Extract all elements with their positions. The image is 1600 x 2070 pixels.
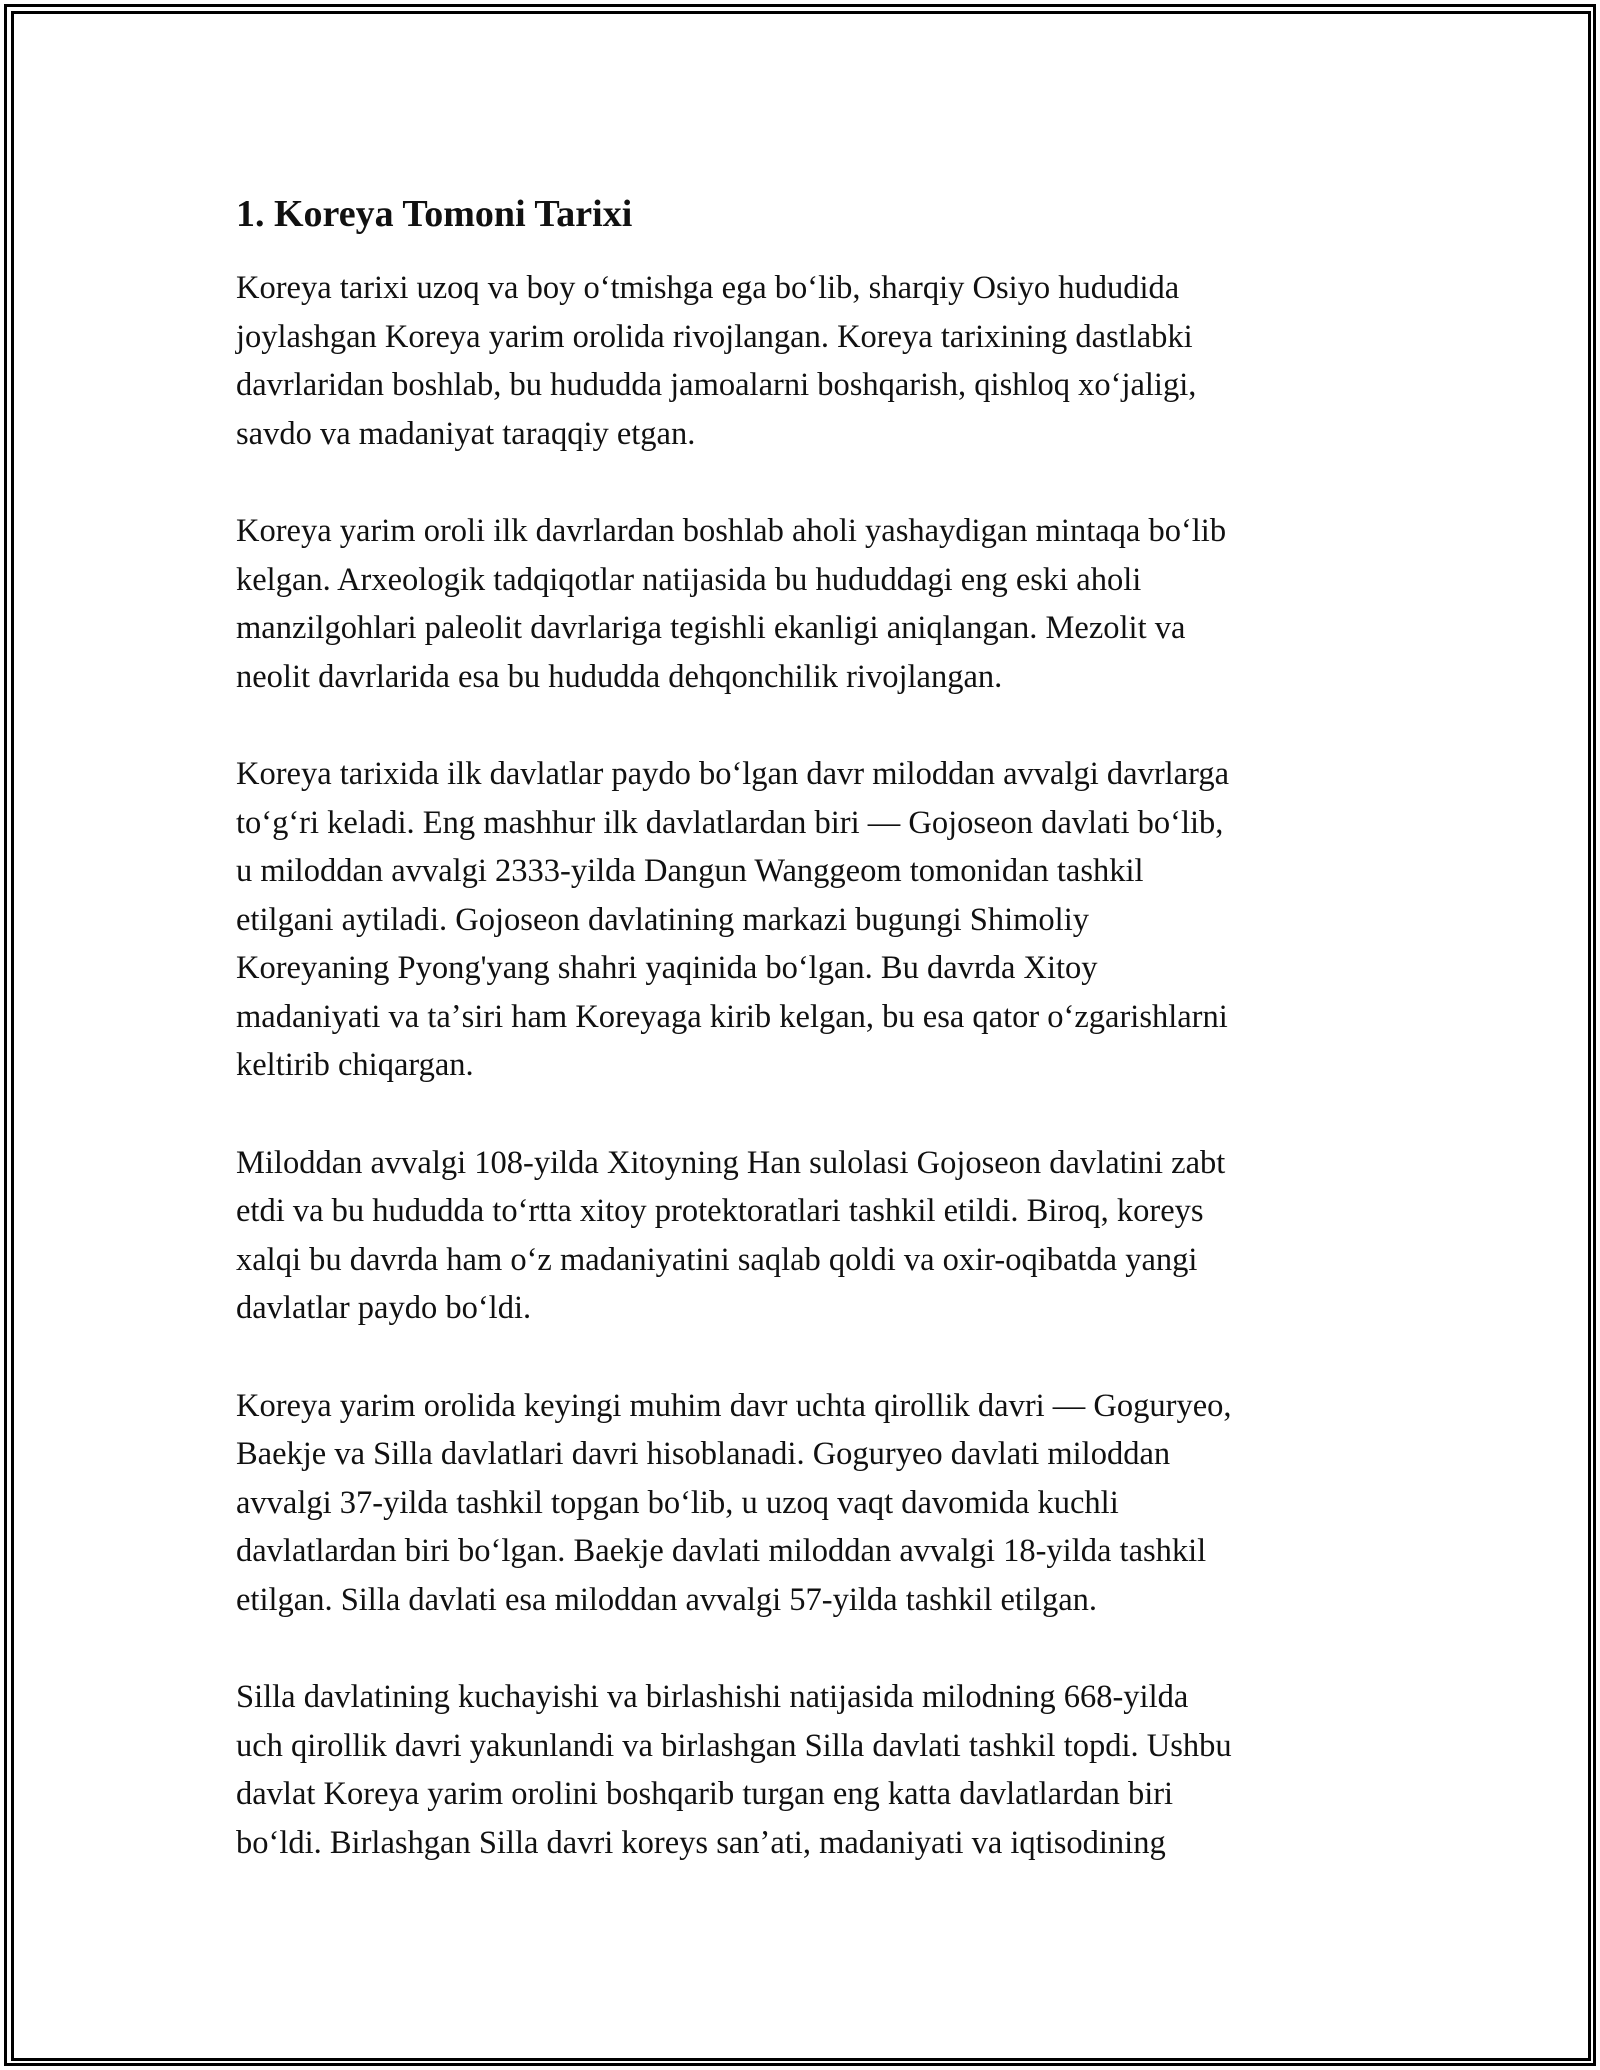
text-line: etilgan. Silla davlati esa miloddan avvalgi 57-yilda tashkil etilgan. — [236, 1581, 1098, 1618]
text-line: Baekje va Silla davlatlari davri hisoblanadi. Goguryeo davlati miloddan — [236, 1436, 1171, 1472]
paragraph-4 — [236, 1139, 1366, 1333]
text-line: kelgan. Arxeologik tadqiqotlar natijasida bu hududdagi eng eski aholi — [236, 561, 1142, 598]
text-line: toʻgʻri keladi. Eng mashhur ilk davlatlardan biri — Gojoseon davlati boʻlib, — [236, 804, 1224, 841]
paragraph-5 — [236, 1382, 1366, 1625]
text-line: savdo va madaniyat taraqqiy etgan. — [236, 415, 696, 452]
text-line: Miloddan avvalgi 108-yilda Xitoyning Han sulolasi Gojoseon davlatini zabt — [236, 1144, 1226, 1181]
document-title: 1. Koreya Tomoni Tarixi — [236, 193, 633, 235]
text-line: boʻldi. Birlashgan Silla davri koreys sanʼati, madaniyati va iqtisodining — [236, 1824, 1166, 1861]
text-line: Silla davlatining kuchayishi va birlashishi natijasida milodning 668-yilda — [236, 1679, 1189, 1715]
text-line: Koreyaning Pyong'yang shahri yaqinida boʻlgan. Bu davrda Xitoy — [236, 950, 1098, 986]
text-line: joylashgan Koreya yarim orolida rivojlangan. Koreya tarixining dastlabki — [236, 318, 1193, 355]
text-line: Koreya yarim orolida keyingi muhim davr uchta qirollik davri — Goguryeo, — [236, 1387, 1232, 1424]
text-line: etilgani aytiladi. Gojoseon davlatining markazi bugungi Shimoliy — [236, 901, 1089, 938]
paragraph-6 — [236, 1673, 1366, 1867]
text-line: xalqi bu davrda ham oʻz madaniyatini saqlab qoldi va oxir-oqibatda yangi — [236, 1241, 1198, 1278]
text-line: madaniyati va taʼsiri ham Koreyaga kirib kelgan, bu esa qator oʻzgarishlarni — [236, 998, 1228, 1035]
text-line: Koreya yarim oroli ilk davrlardan boshlab aholi yashaydigan mintaqa boʻlib — [236, 513, 1227, 549]
text-line: uch qirollik davri yakunlandi va birlashgan Silla davlati tashkil topdi. Ushbu — [236, 1727, 1232, 1764]
text-line: Koreya tarixi uzoq va boy oʻtmishga ega boʻlib, sharqiy Osiyo hududida — [236, 270, 1180, 306]
paragraph-3 — [236, 750, 1366, 1090]
text-line: keltirib chiqargan. — [236, 1047, 474, 1083]
text-line: davrlaridan boshlab, bu hududda jamoalarni boshqarish, qishloq xoʻjaligi, — [236, 367, 1197, 403]
text-line: u miloddan avvalgi 2333-yilda Dangun Wanggeom tomonidan tashkil — [236, 853, 1144, 889]
paragraph-1 — [236, 264, 1366, 458]
text-line: davlatlardan biri boʻlgan. Baekje davlati miloddan avvalgi 18-yilda tashkil — [236, 1533, 1207, 1569]
text-line: davlatlar paydo boʻldi. — [236, 1290, 532, 1326]
text-line: neolit davrlarida esa bu hududda dehqonchilik rivojlangan. — [236, 658, 1003, 695]
text-line: etdi va bu hududda toʻrtta xitoy protektoratlari tashkil etildi. Biroq, koreys — [236, 1193, 1204, 1229]
text-line: manzilgohlari paleolit davrlariga tegishli ekanligi aniqlangan. Mezolit va — [236, 610, 1186, 646]
paragraph-2 — [236, 507, 1366, 701]
document-body — [236, 186, 1366, 1916]
text-line: avvalgi 37-yilda tashkil topgan boʻlib, u uzoq vaqt davomida kuchli — [236, 1484, 1119, 1521]
text-line: davlat Koreya yarim orolini boshqarib turgan eng katta davlatlardan biri — [236, 1776, 1174, 1812]
text-line: Koreya tarixida ilk davlatlar paydo boʻlgan davr miloddan avvalgi davrlarga — [236, 756, 1230, 792]
